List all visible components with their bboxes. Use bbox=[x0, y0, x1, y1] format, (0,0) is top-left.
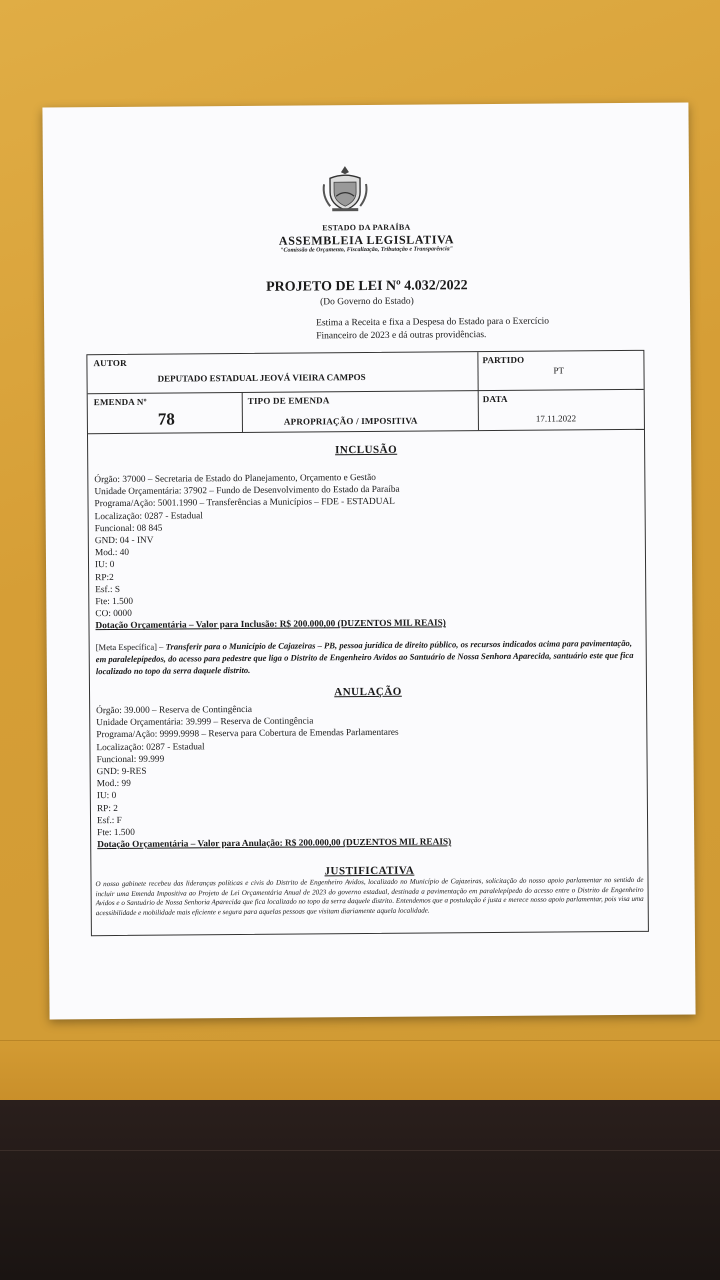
annulment-line: GND: 9-RES bbox=[96, 766, 147, 778]
annulment-title: ANULAÇÃO bbox=[334, 685, 402, 699]
inclusion-line: Mod.: 40 bbox=[94, 548, 130, 559]
annulment-line: Mod.: 99 bbox=[96, 779, 131, 790]
inclusion-lines bbox=[94, 470, 635, 633]
date-label: DATA bbox=[482, 393, 508, 405]
amendment-row bbox=[88, 389, 644, 434]
inclusion-line: GND: 04 - INV bbox=[94, 535, 154, 547]
column-divider bbox=[477, 352, 478, 390]
column-divider bbox=[478, 390, 479, 430]
amendment-type-value: APROPRIAÇÃO / IMPOSITIVA bbox=[283, 415, 418, 427]
coat-of-arms-icon bbox=[320, 162, 370, 214]
amendment-number-value: 78 bbox=[157, 409, 175, 429]
party-label: PARTIDO bbox=[482, 354, 525, 366]
annulment-line: IU: 0 bbox=[96, 791, 117, 802]
annulment-line: Fte: 1.500 bbox=[97, 827, 135, 839]
inclusion-total: Dotação Orçamentária – Valor para Inclusão: R$ 200.000,00 (DUZENTOS MIL REAIS) bbox=[95, 618, 446, 632]
author-value: DEPUTADO ESTADUAL JEOVÁ VIEIRA CAMPOS bbox=[157, 372, 366, 384]
floor-background bbox=[0, 1100, 720, 1280]
document-page bbox=[42, 102, 695, 1019]
date-value: 17.11.2022 bbox=[535, 413, 577, 424]
amendment-type-label: TIPO DE EMENDA bbox=[247, 395, 330, 406]
annulment-total: Dotação Orçamentária – Valor para Anulação: R$ 200.000,00 (DUZENTOS MIL REAIS) bbox=[97, 837, 452, 851]
inclusion-line: Órgão: 37000 – Secretaria de Estado do Planejamento, Orçamento e Gestão bbox=[94, 472, 376, 486]
annulment-line: Órgão: 39.000 – Reserva de Contingência bbox=[96, 704, 252, 717]
author-row bbox=[87, 351, 643, 394]
commission-name: "Comissão de Orçamento, Fiscalização, Tributação e Transparência" bbox=[280, 246, 454, 254]
inclusion-title: INCLUSÃO bbox=[335, 443, 398, 457]
meta-text: Transferir para o Município de Cajazeiras – PB, pessoa jurídica de direito público, os recursos indicados acima para pavimentação, em paralelepípedos, do acesso para pedestre que liga o Distrito de Engenheiro Avidos ao Santuário de Nossa Senhora Aparecida, santuário este que fica localizado no topo da serra daquele distrito. bbox=[95, 637, 634, 677]
meta-specific bbox=[96, 637, 636, 677]
party-value: PT bbox=[553, 365, 565, 376]
justification-text: O nosso gabinete recebeu das lideranças políticas e civis do Distrito de Engenheiro Avidos, localizado no Município de Cajazeiras, solicitação do nosso apoio parlamentar no sentido de incluir uma Emenda Impositiva ao Projeto de Lei Orçamentária Anual de 2023 do governo estadual, destinada a pavimentação em paralelepípedo do acesso entre o Distrito de Engenheiro Avidos e o Santuário de Nossa Senhoria Aparecida que fica localizado no topo da serra daquele distrito. Entendemos que a postulação é justa e merece nosso apoio parlamentar, pois visa uma acessibilidade e mobilidade mais eficiente e segura para aquelas pessoas que visitam diariamente aquela localidade. bbox=[95, 875, 644, 917]
assembly-name: ASSEMBLEIA LEGISLATIVA bbox=[278, 232, 455, 248]
bill-ementa bbox=[316, 315, 606, 343]
annulment-lines bbox=[96, 701, 637, 852]
bill-title: PROJETO DE LEI Nº 4.032/2022 bbox=[266, 278, 468, 295]
inclusion-line: Funcional: 08 845 bbox=[94, 523, 163, 534]
amendment-number-label: EMENDA Nº bbox=[93, 396, 147, 408]
envelope-fold bbox=[0, 1040, 720, 1101]
ementa-line: Estima a Receita e fixa a Despesa do Estado para o Exercício bbox=[316, 316, 550, 329]
bill-origin: (Do Governo do Estado) bbox=[320, 296, 414, 308]
meta-label: [Meta Específica] – bbox=[95, 641, 164, 653]
inclusion-line: Localização: 0287 - Estadual bbox=[94, 510, 203, 522]
floor-seam bbox=[0, 1150, 720, 1151]
annulment-line: Esf.: F bbox=[96, 815, 122, 826]
annulment-line: Unidade Orçamentária: 39.999 – Reserva de Contingência bbox=[96, 716, 314, 729]
annulment-line: Funcional: 99.999 bbox=[96, 754, 165, 765]
inclusion-line: Esf.: S bbox=[95, 584, 121, 595]
state-name: ESTADO DA PARAÍBA bbox=[322, 222, 411, 233]
inclusion-line: Fte: 1.500 bbox=[95, 596, 134, 608]
annulment-line: Localização: 0287 - Estadual bbox=[96, 741, 205, 753]
annulment-line: Programa/Ação: 9999.9998 – Reserva para Cobertura de Emendas Parlamentares bbox=[96, 728, 399, 741]
inclusion-line: RP:2 bbox=[95, 572, 114, 583]
justification-title: JUSTIFICATIVA bbox=[324, 864, 415, 878]
author-label: AUTOR bbox=[93, 357, 127, 369]
inclusion-line: CO: 0000 bbox=[95, 609, 132, 620]
inclusion-line: IU: 0 bbox=[94, 560, 115, 571]
inclusion-line: Programa/Ação: 5001.1990 – Transferências a Municípios – FDE - ESTADUAL bbox=[94, 497, 395, 510]
annulment-line: RP: 2 bbox=[96, 803, 118, 814]
inclusion-line: Unidade Orçamentária: 37902 – Fundo de Desenvolvimento do Estado da Paraíba bbox=[94, 484, 400, 498]
ementa-line: Financeiro de 2023 e dá outras providências. bbox=[316, 330, 487, 342]
amendment-form bbox=[86, 350, 649, 936]
column-divider bbox=[242, 392, 243, 432]
